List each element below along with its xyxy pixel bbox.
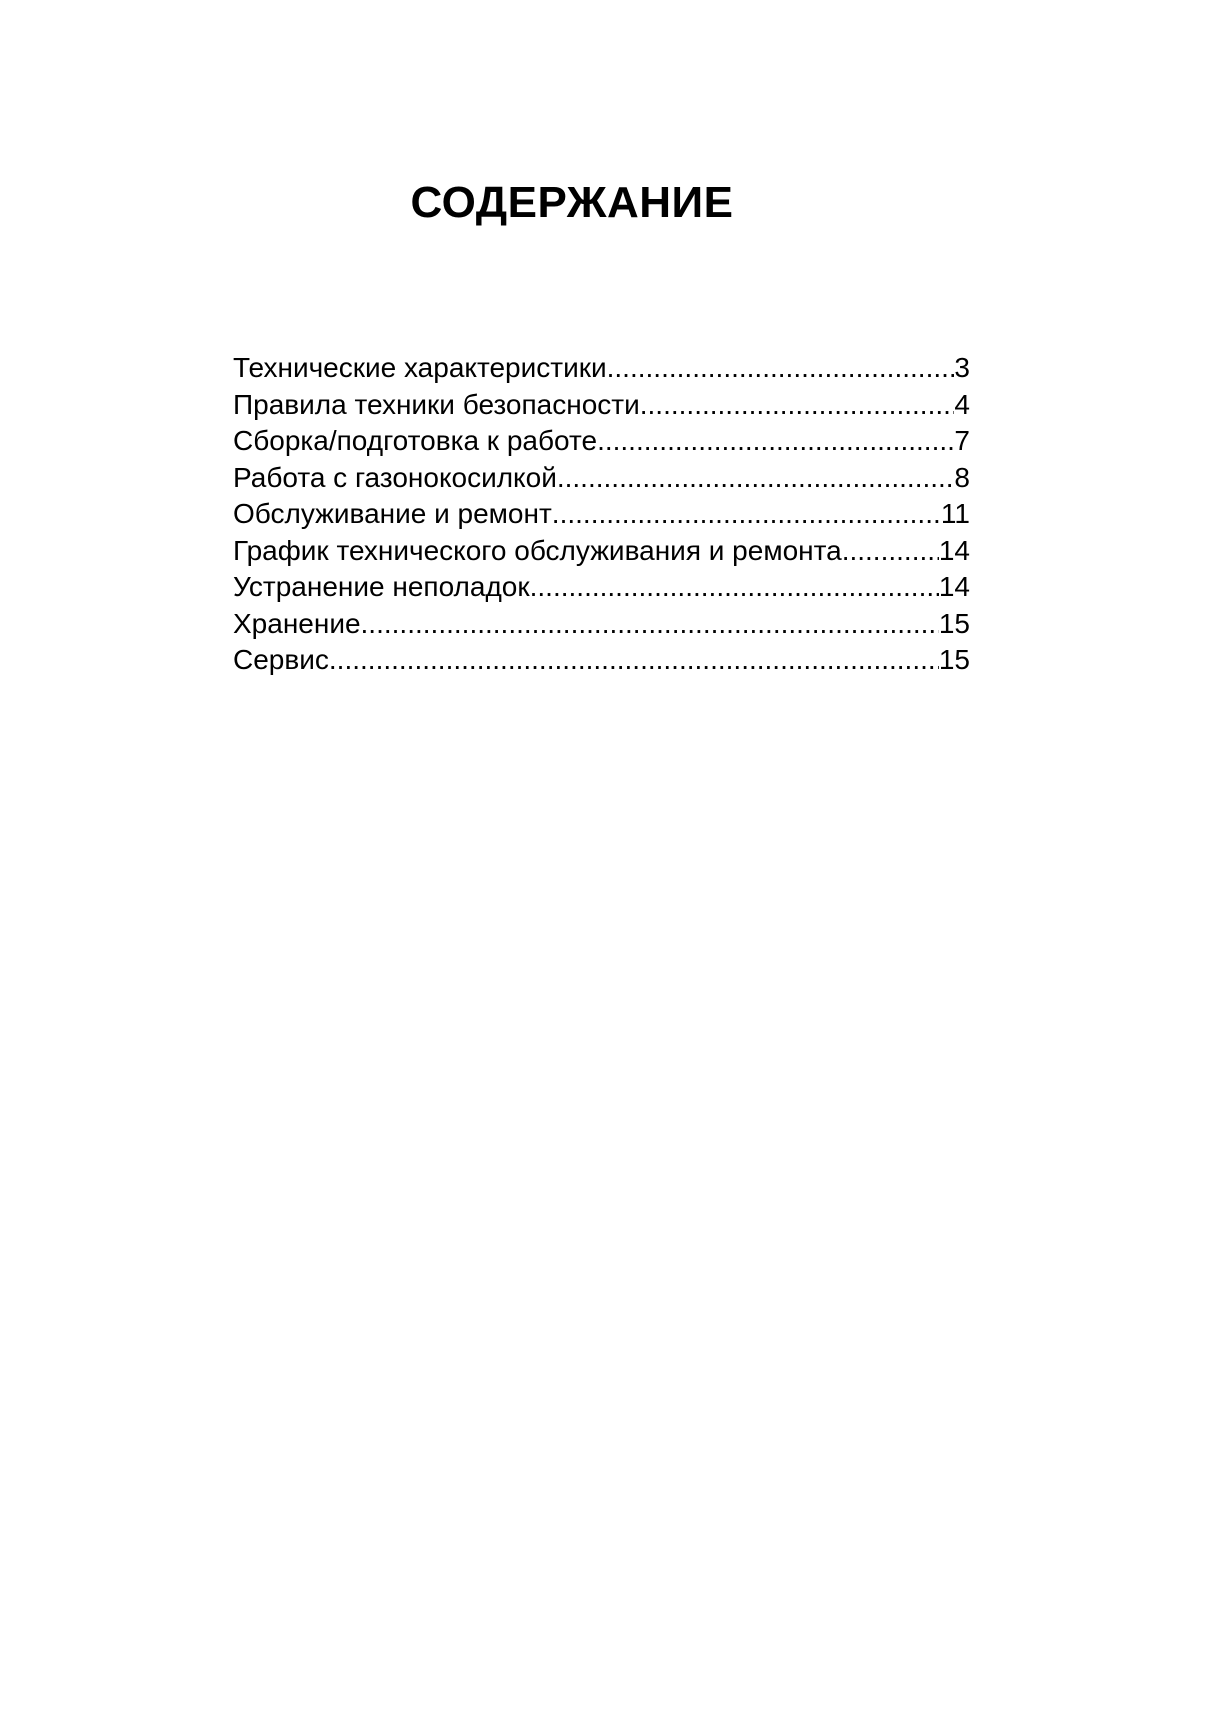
toc-entry (233, 642, 970, 679)
toc-entry (233, 496, 970, 533)
toc-entry-page: 7 (954, 425, 970, 456)
dot-leader (597, 423, 954, 460)
toc-entry-label: Устранение неполадок (233, 571, 530, 602)
table-of-contents (233, 350, 970, 679)
dot-leader (361, 606, 939, 643)
toc-entry-label: Сборка/подготовка к работе (233, 425, 598, 456)
dot-leader (842, 533, 939, 570)
toc-entry (233, 606, 970, 643)
toc-entry-label: Правила техники безопасности (233, 388, 640, 420)
dot-leader (607, 350, 955, 387)
toc-entry-page: 4 (954, 388, 970, 420)
toc-entry-label: Обслуживание и ремонт (233, 498, 552, 529)
toc-entry (233, 460, 970, 497)
toc-entry-label: Сервис (233, 644, 329, 675)
toc-entry (233, 387, 970, 424)
toc-entry-page: 14 (938, 571, 970, 602)
page-title: СОДЕРЖАНИЕ (410, 178, 734, 227)
toc-entry-label: Хранение (233, 607, 361, 639)
dot-leader (557, 460, 955, 497)
toc-entry-page: 14 (938, 534, 970, 566)
toc-entry-label: График технического обслуживания и ремонта (233, 534, 842, 566)
toc-entry-label: Технические характеристики (233, 352, 607, 383)
dot-leader (329, 642, 939, 679)
toc-entry (233, 533, 970, 570)
dot-leader (552, 496, 941, 533)
toc-entry-label: Работа с газонокосилкой (233, 461, 557, 493)
toc-entry (233, 350, 970, 387)
toc-entry (233, 569, 970, 606)
dot-leader (530, 569, 939, 606)
toc-entry-page: 3 (954, 352, 970, 383)
toc-entry-page: 8 (954, 461, 970, 493)
toc-entry-page: 15 (938, 644, 970, 675)
dot-leader (640, 387, 955, 424)
toc-entry (233, 423, 970, 460)
toc-entry-page: 15 (938, 607, 970, 639)
toc-entry-page: 11 (940, 498, 970, 529)
